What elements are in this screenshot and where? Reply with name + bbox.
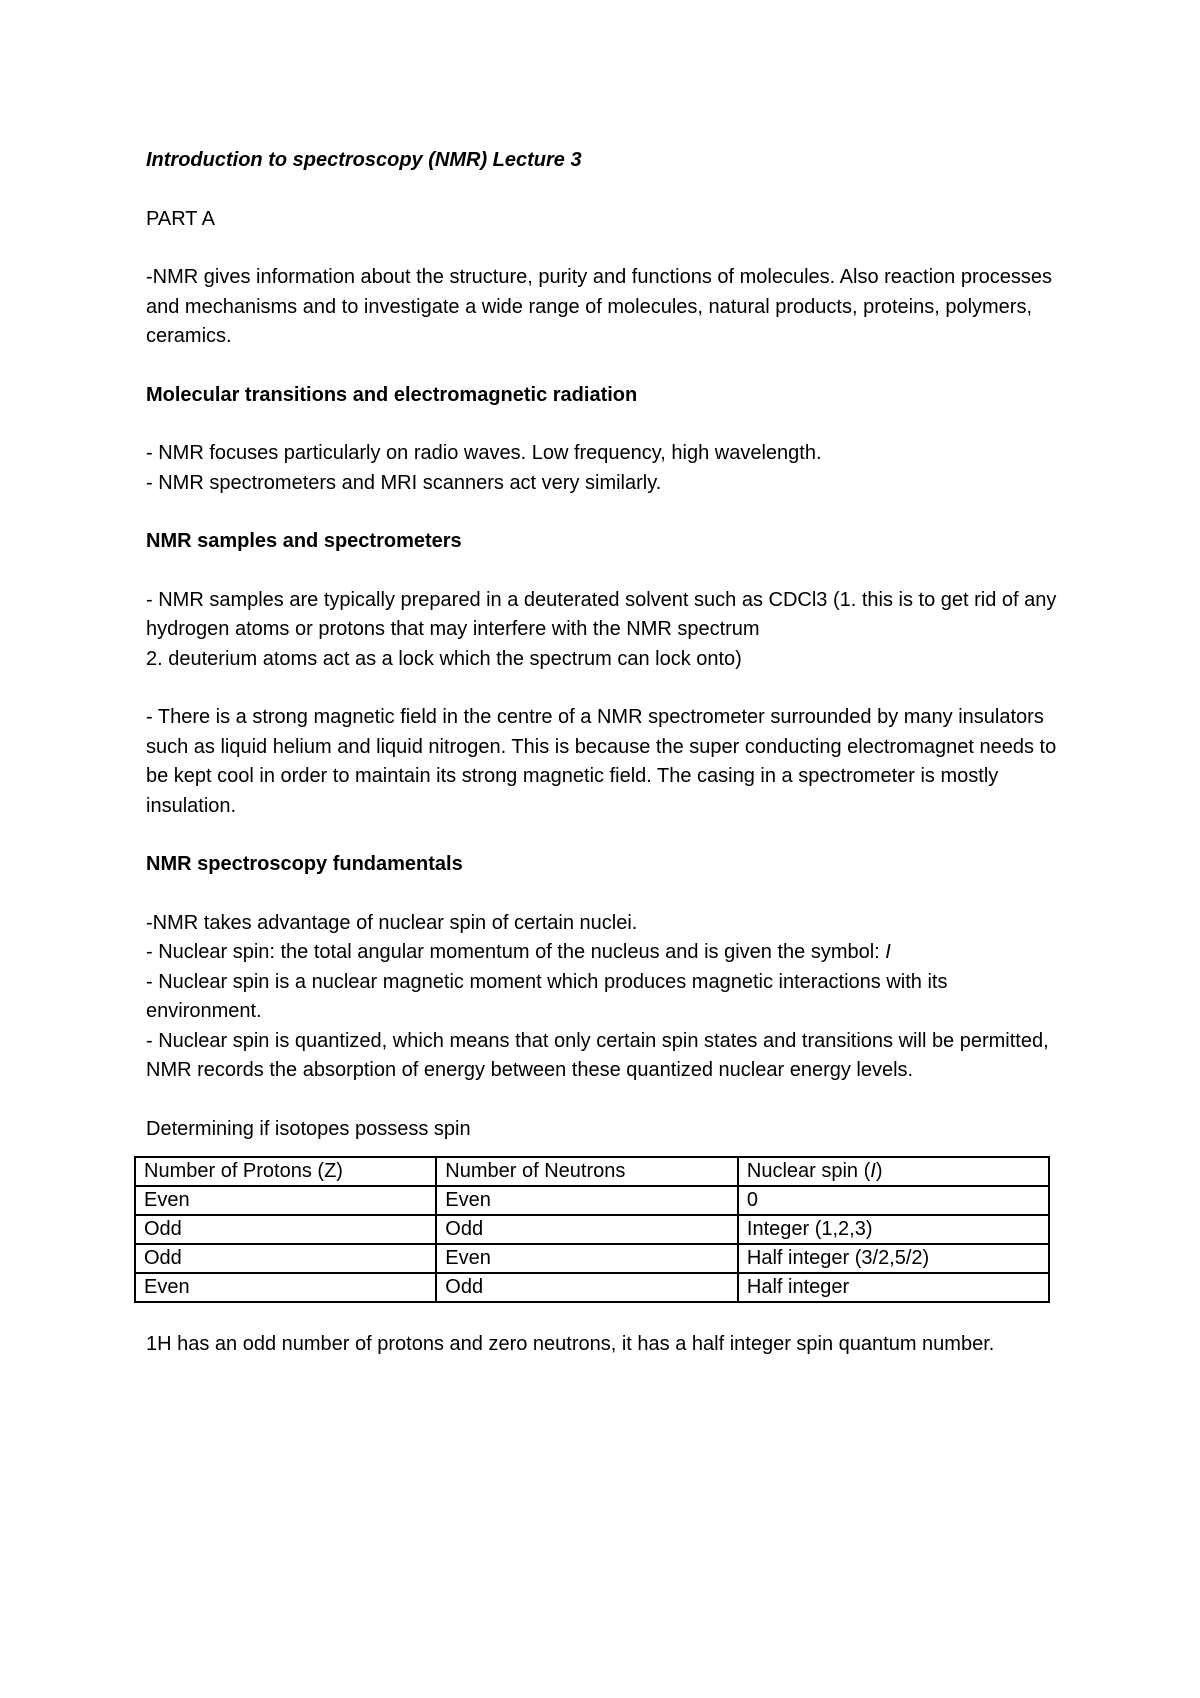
table-header-cell <box>738 1157 1049 1186</box>
table-header-cell: Number of Protons (Z) <box>135 1157 436 1186</box>
fundamentals-line-3: - Nuclear spin is a nuclear magnetic moment which produces magnetic interactions with its environment. <box>146 970 948 1022</box>
table-label: Determining if isotopes possess spin <box>146 1117 471 1140</box>
table-cell: Even <box>436 1244 738 1273</box>
closing-paragraph: 1H has an odd number of protons and zero neutrons, it has a half integer spin quantum number. <box>146 1333 995 1355</box>
fundamentals-line-2 <box>146 938 1066 968</box>
samples-line-2: 2. deuterium atoms act as a lock which the spectrum can lock onto) <box>146 647 742 670</box>
table-cell: Even <box>436 1186 738 1215</box>
table-cell: Even <box>135 1273 436 1302</box>
table-cell: Odd <box>436 1273 738 1302</box>
table-row <box>135 1215 1049 1244</box>
section-transitions-body <box>146 439 1066 498</box>
section-heading-transitions: Molecular transitions and electromagnetic radiation <box>146 383 638 406</box>
part-label: PART A <box>146 207 215 230</box>
fundamentals-line-1: -NMR takes advantage of nuclear spin of certain nuclei. <box>146 911 638 934</box>
table-cell: Even <box>135 1186 436 1215</box>
nuclear-spin-table <box>134 1156 1050 1303</box>
table-cell: Odd <box>436 1215 738 1244</box>
spin-symbol: I <box>885 941 891 963</box>
table-header-row <box>135 1157 1049 1186</box>
section-samples-para-1 <box>146 586 1066 675</box>
section-fundamentals-body <box>146 909 1066 1086</box>
section-samples-para-2: - There is a strong magnetic field in the centre of a NMR spectrometer surrounded by many insulators such as liquid helium and liquid nitrogen. This is because the super conducting electromagnet needs to be kept cool in order to maintain its strong magnetic field. The casing in a spectrometer is mostly insulation. <box>146 706 1057 817</box>
table-row <box>135 1273 1049 1302</box>
table-row <box>135 1186 1049 1215</box>
samples-line-1: - NMR samples are typically prepared in a deuterated solvent such as CDCl3 (1. this is to get rid of any hydrogen atoms or protons that may interfere with the NMR spectrum <box>146 588 1057 640</box>
table-cell: Half integer <box>738 1273 1049 1302</box>
table-cell: Odd <box>135 1215 436 1244</box>
header-spin-symbol: I <box>870 1160 876 1182</box>
table-cell: Odd <box>135 1244 436 1273</box>
fundamentals-line-2-text: - Nuclear spin: the total angular momentum of the nucleus and is given the symbol: <box>146 941 886 963</box>
transitions-line-2: - NMR spectrometers and MRI scanners act very similarly. <box>146 471 662 494</box>
section-heading-fundamentals: NMR spectroscopy fundamentals <box>146 853 463 875</box>
table-header-cell: Number of Neutrons <box>436 1157 738 1186</box>
table-cell: Integer (1,2,3) <box>738 1215 1049 1244</box>
document-page <box>146 146 1066 1389</box>
fundamentals-line-4: - Nuclear spin is quantized, which means that only certain spin states and transitions will be permitted, NMR records the absorption of energy between these quantized nuclear energy levels. <box>146 1029 1049 1081</box>
header-spin-suffix: ) <box>875 1160 883 1182</box>
table-cell: 0 <box>738 1186 1049 1215</box>
section-heading-samples: NMR samples and spectrometers <box>146 530 462 552</box>
header-spin-text: Nuclear spin ( <box>746 1160 871 1182</box>
transitions-line-1: - NMR focuses particularly on radio waves. Low frequency, high wavelength. <box>146 442 822 464</box>
intro-paragraph: -NMR gives information about the structure, purity and functions of molecules. Also reaction processes and mechanisms and to investigate a wide range of molecules, natural products, proteins, polymers, ceramics. <box>146 266 1052 347</box>
table-cell: Half integer (3/2,5/2) <box>738 1244 1049 1273</box>
table-row <box>135 1244 1049 1273</box>
document-title: Introduction to spectroscopy (NMR) Lecture 3 <box>146 149 582 171</box>
